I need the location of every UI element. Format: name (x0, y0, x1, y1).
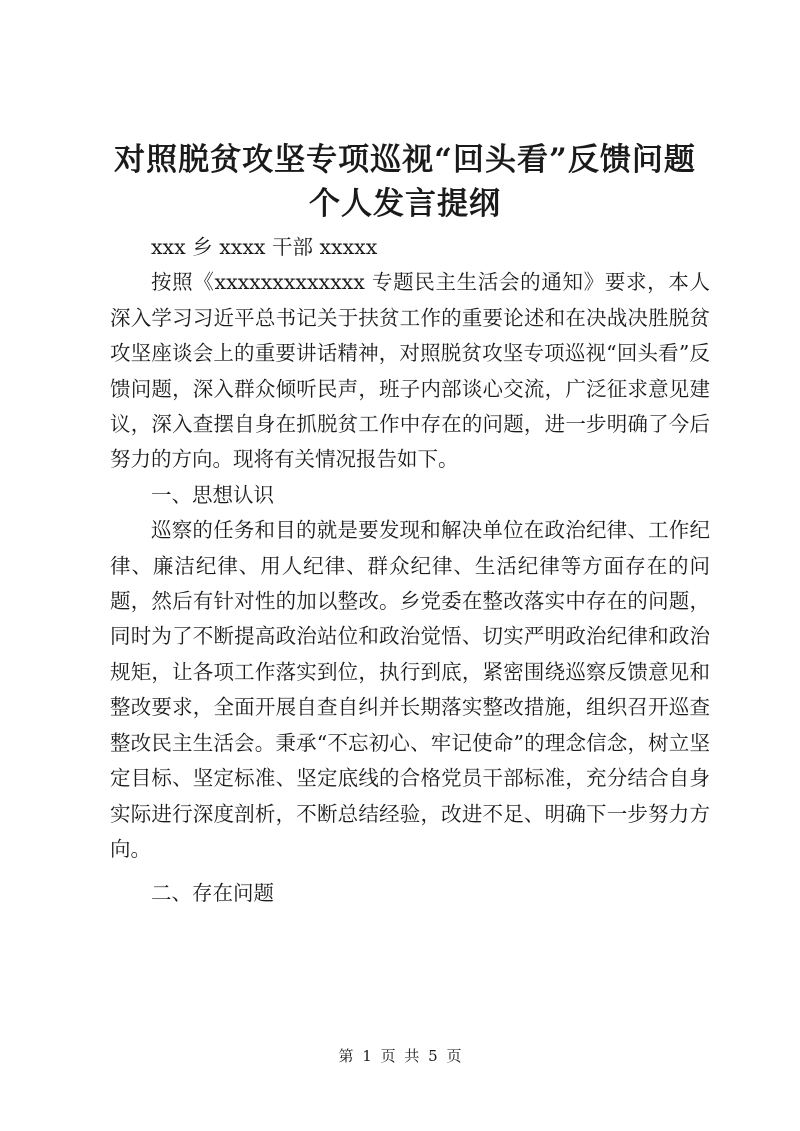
document-body (110, 230, 710, 912)
document-title: 对照脱贫攻坚专项巡视“回头看”反馈问题个人发言提纲 (114, 142, 696, 222)
section-heading-problems: 二、存在问题 (151, 881, 274, 906)
page-number-footer: 第 1 页 共 5 页 (338, 1047, 462, 1065)
author-line: xxx 乡 xxxx 干部 xxxxx (151, 235, 378, 259)
intro-paragraph: 按照《xxxxxxxxxxxxx 专题民主生活会的通知》要求，本人深入学习习近平总书记关于扶贫工作的重要论述和在决战决胜脱贫攻坚座谈会上的重要讲话精神，对照脱贫攻坚专项巡视“回头看”反馈问题，深入群众倾听民声，班子内部谈心交流，广泛征求意见建议，深入查摆自身在抓脱贫工作中存在的问题，进一步明确了今后努力的方向。现将有关情况报告如下。 (110, 270, 710, 472)
section-heading-thinking: 一、思想认识 (151, 482, 274, 507)
section-paragraph-thinking: 巡察的任务和目的就是要发现和解决单位在政治纪律、工作纪律、廉洁纪律、用人纪律、群众纪律、生活纪律等方面存在的问题，然后有针对性的加以整改。乡党委在整改落实中存在的问题，同时为了不断提高政治站位和政治觉悟、切实严明政治纪律和政治规矩，让各项工作落实到位，执行到底，紧密围绕巡察反馈意见和整改要求，全面开展自查自纠并长期落实整改措施，组织召开巡查整改民主生活会。秉承“不忘初心、牢记使命”的理念信念，树立坚定目标、坚定标准、坚定底线的合格党员干部标准，充分结合自身实际进行深度剖析，不断总结经验，改进不足、明确下一步努力方向。 (110, 518, 710, 861)
